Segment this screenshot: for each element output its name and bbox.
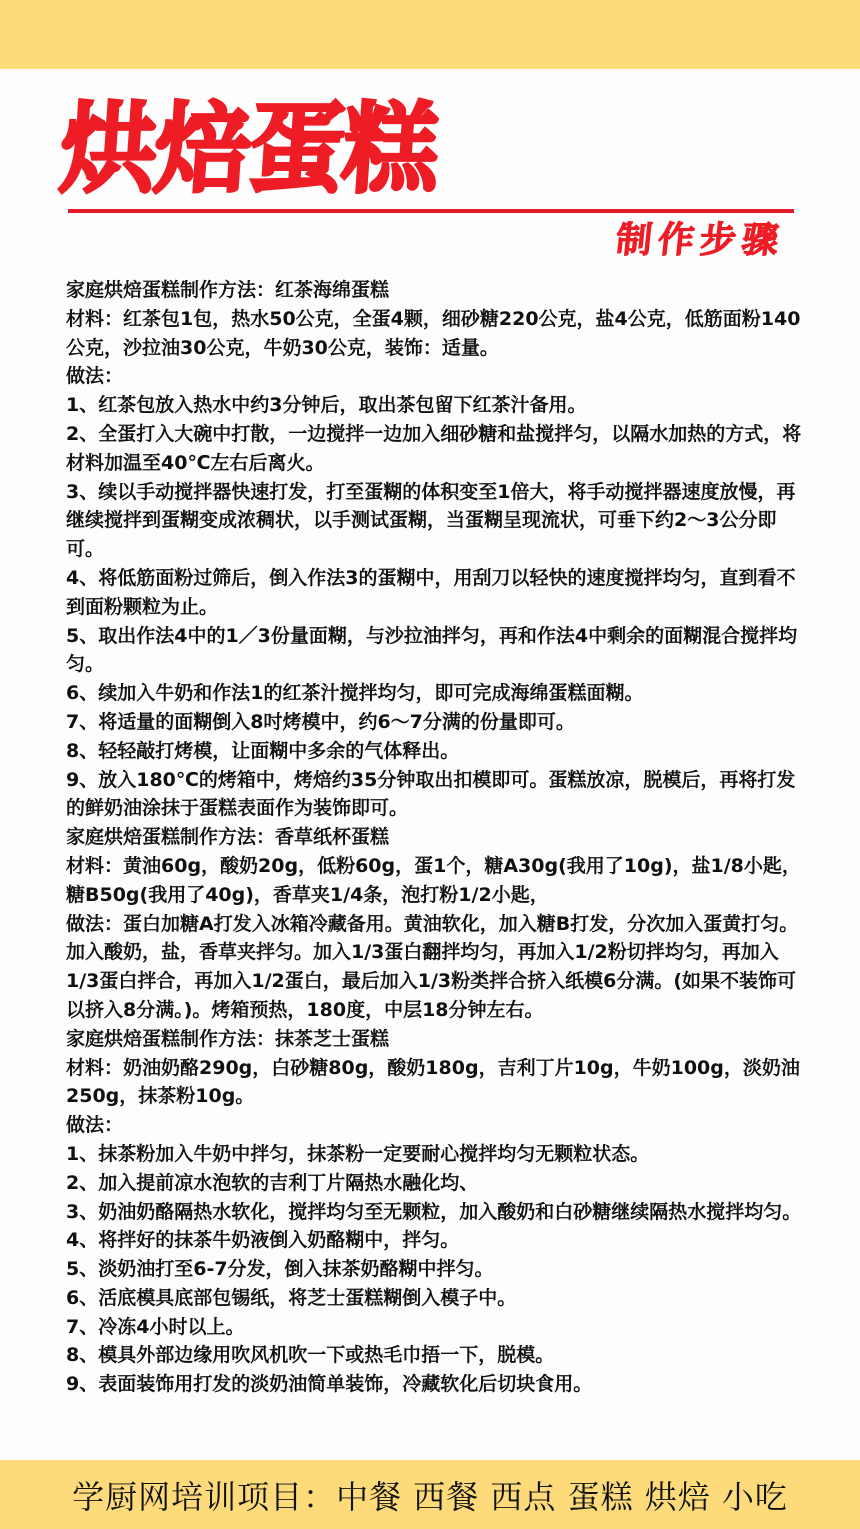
- step-item: 6、续加入牛奶和作法1的红茶汁搅拌均匀，即可完成海绵蛋糕面糊。: [66, 682, 644, 705]
- step-item: 4、将拌好的抹茶牛奶液倒入奶酪糊中，拌匀。: [66, 1229, 460, 1252]
- method-label: 做法：: [66, 365, 124, 388]
- materials-text: 材料：黄油60g，酸奶20g，低粉60g，蛋1个，糖A30g(我用了10g)，盐1/8小匙，糖B50g(我用了40g)，香草夹1/4条，泡打粉1/2小匙，: [66, 854, 801, 906]
- method-label: 做法：: [66, 1114, 124, 1137]
- step-item: 8、轻轻敲打烤模，让面糊中多余的气体释出。: [66, 739, 460, 762]
- step-item: 3、续以手动搅拌器快速打发，打至蛋糊的体积变至1倍大，将手动搅拌器速度放慢，再继续搅拌到蛋糊变成浓稠状，以手测试蛋糊，当蛋糊呈现流状，可垂下约2～3公分即可。: [66, 480, 796, 561]
- page-title: 烘焙蛋糕: [56, 93, 441, 207]
- materials-text: 材料：奶油奶酪290g，白砂糖80g，酸奶180g，吉利丁片10g，牛奶100g，淡奶油250g，抹茶粉10g。: [66, 1056, 800, 1108]
- section-heading: 家庭烘焙蛋糕制作方法：抹茶芝士蛋糕: [66, 1027, 390, 1050]
- section-heading: 家庭烘焙蛋糕制作方法：香草纸杯蛋糕: [66, 826, 390, 849]
- recipe-content: [66, 276, 806, 1399]
- step-item: 6、活底模具底部包锡纸，将芝士蛋糕糊倒入模子中。: [66, 1286, 517, 1309]
- materials-text: 材料：红茶包1包，热水50公克，全蛋4颗，细砂糖220公克，盐4公克，低筋面粉140公克，沙拉油30公克，牛奶30公克，装饰：适量。: [66, 307, 801, 359]
- method-text: 做法：蛋白加糖A打发入冰箱冷藏备用。黄油软化，加入糖B打发，分次加入蛋黄打匀。加入酸奶，盐，香草夹拌匀。加入1/3蛋白翻拌均匀，再加入1/2粉切拌均匀，再加入1/3蛋白拌合，再加入1/2蛋白，最后加入1/3粉类拌合挤入纸模6分满。(如果不装饰可以挤入8分满。)。烤箱预热，180度，中层18分钟左右。: [66, 912, 799, 1021]
- step-item: 8、模具外部边缘用吹风机吹一下或热毛巾捂一下，脱模。: [66, 1344, 555, 1367]
- step-item: 9、放入180℃的烤箱中，烤焙约35分钟取出扣模即可。蛋糕放凉，脱模后，再将打发的鲜奶油涂抹于蛋糕表面作为装饰即可。: [66, 768, 796, 820]
- step-item: 5、取出作法4中的1／3份量面糊，与沙拉油拌匀，再和作法4中剩余的面糊混合搅拌均匀。: [66, 624, 798, 676]
- title-divider: [68, 209, 794, 213]
- footer-text: 学厨网培训项目：中餐 西餐 西点 蛋糕 烘焙 小吃: [72, 1477, 788, 1516]
- step-item: 1、抹茶粉加入牛奶中拌匀，抹茶粉一定要耐心搅拌均匀无颗粒状态。: [66, 1142, 650, 1165]
- step-item: 5、淡奶油打至6-7分发，倒入抹茶奶酪糊中拌匀。: [66, 1258, 494, 1281]
- page-subtitle: 制作步骤: [613, 220, 787, 261]
- step-item: 4、将低筋面粉过筛后，倒入作法3的蛋糊中，用刮刀以轻快的速度搅拌均匀，直到看不到面粉颗粒为止。: [66, 566, 796, 618]
- footer-banner: [0, 1460, 860, 1529]
- top-banner: [0, 0, 860, 69]
- section-heading: 家庭烘焙蛋糕制作方法：红茶海绵蛋糕: [66, 279, 390, 301]
- step-item: 2、加入提前凉水泡软的吉利丁片隔热水融化均、: [66, 1171, 479, 1194]
- step-item: 3、奶油奶酪隔热水软化，搅拌均匀至无颗粒，加入酸奶和白砂糖继续隔热水搅拌均匀。: [66, 1200, 802, 1223]
- step-item: 7、将适量的面糊倒入8吋烤模中，约6～7分满的份量即可。: [66, 710, 575, 733]
- step-item: 9、表面装饰用打发的淡奶油简单装饰，冷藏软化后切块食用。: [66, 1373, 593, 1396]
- step-item: 1、红茶包放入热水中约3分钟后，取出茶包留下红茶汁备用。: [66, 394, 587, 417]
- step-item: 2、全蛋打入大碗中打散，一边搅拌一边加入细砂糖和盐搅拌匀，以隔水加热的方式，将材料加温至40℃左右后离火。: [66, 422, 802, 474]
- step-item: 7、冷冻4小时以上。: [66, 1315, 245, 1338]
